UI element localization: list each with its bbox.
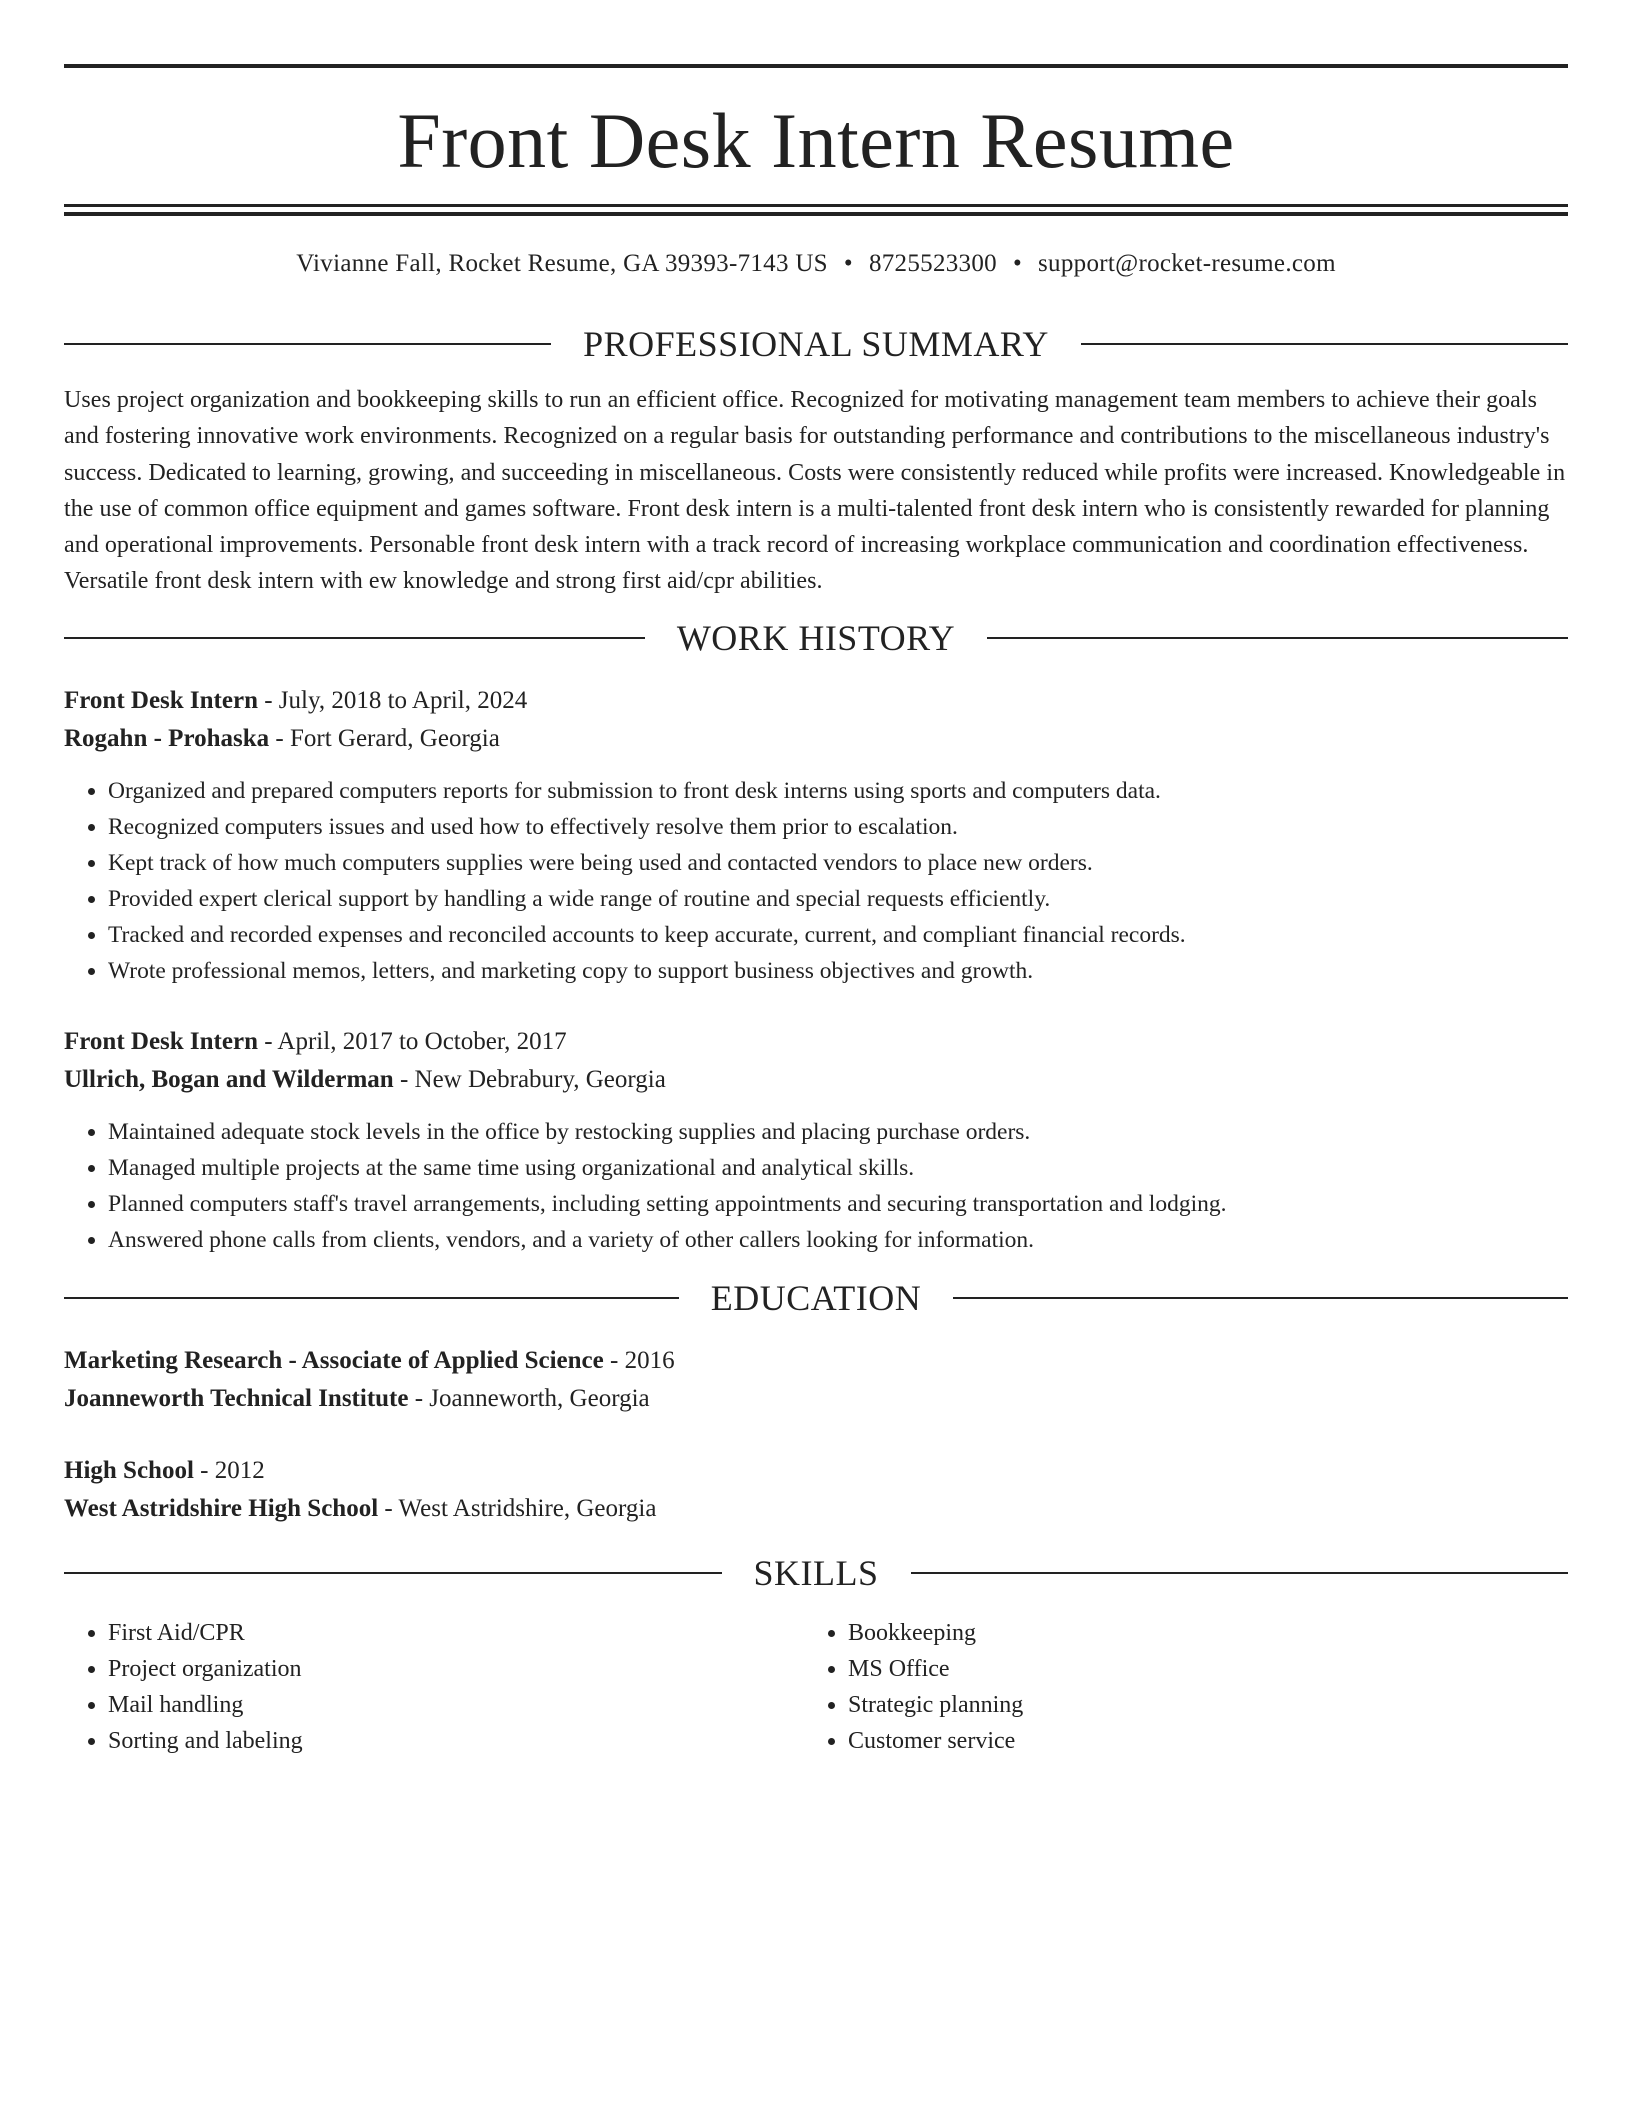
list-item: • Tracked and recorded expenses and reconciled accounts to keep accurate, current, and compliant financial records. bbox=[108, 917, 1568, 953]
list-item: • Wrote professional memos, letters, and marketing copy to support business objectives and growth. bbox=[108, 953, 1568, 989]
degree-line bbox=[64, 1342, 1568, 1381]
divider-line bbox=[911, 1572, 1569, 1574]
section-heading-skills bbox=[64, 1551, 1568, 1595]
list-item: • Kept track of how much computers supplies were being used and contacted vendors to place new orders. bbox=[108, 845, 1568, 881]
section-heading-education bbox=[64, 1276, 1568, 1320]
job-company-line bbox=[64, 1061, 1568, 1100]
list-item: • Answered phone calls from clients, vendors, and a variety of other callers looking for information. bbox=[108, 1222, 1568, 1258]
divider-line bbox=[64, 637, 645, 639]
list-item: • Planned computers staff's travel arrangements, including setting appointments and securing transportation and lodging. bbox=[108, 1186, 1568, 1222]
job-location: - Fort Gerard, Georgia bbox=[269, 725, 500, 753]
skills-list bbox=[64, 1615, 1568, 1759]
section-title: SKILLS bbox=[753, 1552, 879, 1593]
skill-item: • MS Office bbox=[848, 1651, 1460, 1687]
school-location: - West Astridshire, Georgia bbox=[378, 1495, 657, 1523]
top-rule bbox=[64, 64, 1568, 68]
divider-line bbox=[953, 1297, 1568, 1299]
job-location: - New Debrabury, Georgia bbox=[393, 1066, 666, 1094]
contact-email: support@rocket-resume.com bbox=[1038, 250, 1336, 277]
skill-item: • Mail handling bbox=[108, 1687, 762, 1723]
degree: Marketing Research - Associate of Applied Science bbox=[64, 1346, 604, 1374]
page-title: Front Desk Intern Resume bbox=[397, 97, 1235, 184]
job-company: Ullrich, Bogan and Wilderman bbox=[64, 1066, 394, 1094]
skills-column bbox=[64, 1615, 762, 1759]
divider-line bbox=[64, 1572, 722, 1574]
skill-item: • Strategic planning bbox=[848, 1687, 1460, 1723]
contact-separator: • bbox=[843, 250, 853, 277]
job-dates: - April, 2017 to October, 2017 bbox=[257, 1027, 567, 1055]
section-title: PROFESSIONAL SUMMARY bbox=[583, 324, 1049, 364]
education-entry bbox=[64, 1452, 1568, 1529]
skill-item: • Sorting and labeling bbox=[108, 1723, 762, 1759]
job-title: Front Desk Intern bbox=[64, 686, 258, 714]
skill-item: • Customer service bbox=[848, 1723, 1460, 1759]
section-title: WORK HISTORY bbox=[676, 617, 956, 658]
list-item: • Maintained adequate stock levels in the office by restocking supplies and placing purchase orders. bbox=[108, 1114, 1568, 1150]
job-title-line bbox=[64, 1023, 1568, 1062]
contact-separator: • bbox=[1012, 250, 1023, 277]
job-bullets bbox=[64, 773, 1568, 989]
divider-line bbox=[1081, 343, 1568, 345]
skill-item: • First Aid/CPR bbox=[108, 1615, 762, 1651]
list-item: • Recognized computers issues and used how to effectively resolve them prior to escalation. bbox=[108, 809, 1568, 845]
list-item: • Provided expert clerical support by handling a wide range of routine and special requests efficiently. bbox=[108, 881, 1568, 917]
skills-column bbox=[762, 1615, 1460, 1759]
resume-page bbox=[64, 64, 1568, 1759]
divider-line bbox=[64, 343, 551, 345]
contact-phone: 8725523300 bbox=[868, 250, 997, 277]
degree-year: - 2012 bbox=[193, 1456, 265, 1484]
degree-year: - 2016 bbox=[603, 1346, 675, 1374]
school: West Astridshire High School bbox=[64, 1495, 379, 1523]
job-dates: - July, 2018 to April, 2024 bbox=[257, 686, 528, 714]
degree: High School bbox=[64, 1456, 194, 1484]
job-title: Front Desk Intern bbox=[64, 1027, 258, 1055]
section-title: EDUCATION bbox=[710, 1277, 922, 1318]
skill-item: • Bookkeeping bbox=[848, 1615, 1460, 1651]
section-heading-summary bbox=[64, 322, 1568, 366]
school: Joanneworth Technical Institute bbox=[64, 1385, 409, 1413]
job-entry bbox=[64, 1023, 1568, 1258]
list-item: • Managed multiple projects at the same time using organizational and analytical skills. bbox=[108, 1150, 1568, 1186]
degree-line bbox=[64, 1452, 1568, 1491]
school-line bbox=[64, 1490, 1568, 1529]
summary-text: Uses project organization and bookkeeping skills to run an efficient office. Recognized for motivating management team members to achieve their goals and fostering innovative work environments. Recognized on a regular basis for outstanding performance and contributions to the miscellaneous industry's success. Dedicated to learning, growing, and succeeding in miscellaneous. Costs were consistently reduced while profits were increased. Knowledgeable in the use of common office equipment and games software. Front desk intern is a multi-talented front desk intern who is consistently rewarded for planning and operational improvements. Personable front desk intern with a track record of increasing workplace communication and coordination effectiveness. Versatile front desk intern with ew knowledge and strong first aid/cpr abilities. bbox=[64, 387, 1566, 595]
job-company-line bbox=[64, 720, 1568, 759]
job-entry bbox=[64, 682, 1568, 989]
job-bullets bbox=[64, 1114, 1568, 1258]
section-heading-work-history bbox=[64, 616, 1568, 660]
job-title-line bbox=[64, 682, 1568, 721]
list-item: • Organized and prepared computers reports for submission to front desk interns using sports and computers data. bbox=[108, 773, 1568, 809]
school-location: - Joanneworth, Georgia bbox=[408, 1385, 650, 1413]
title-double-rule bbox=[64, 204, 1568, 216]
divider-line bbox=[987, 637, 1568, 639]
education-entry bbox=[64, 1342, 1568, 1419]
contact-line bbox=[64, 250, 1568, 284]
school-line bbox=[64, 1380, 1568, 1419]
contact-address: Vivianne Fall, Rocket Resume, GA 39393-7143 US bbox=[296, 250, 828, 277]
divider-line bbox=[64, 1297, 679, 1299]
skill-item: • Project organization bbox=[108, 1651, 762, 1687]
job-company: Rogahn - Prohaska bbox=[64, 725, 270, 753]
